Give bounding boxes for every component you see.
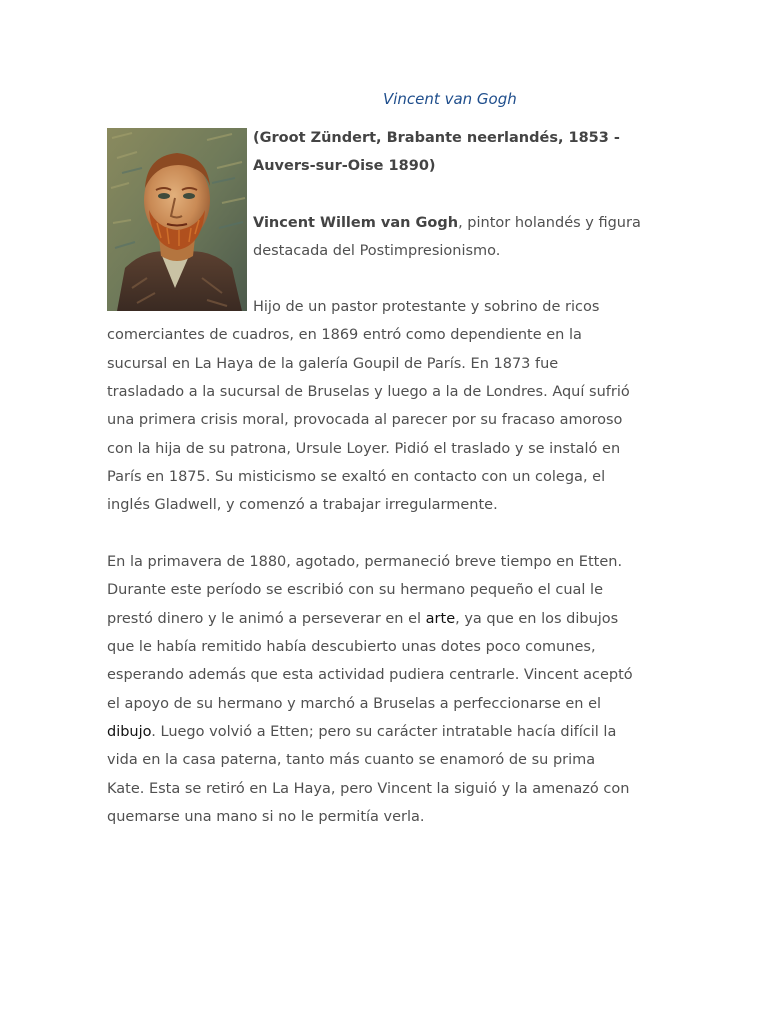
para1-line: comerciantes de cuadros, en 1869 entró como dependiente en la xyxy=(107,327,582,343)
dibujo-link[interactable]: dibujo xyxy=(107,724,152,740)
para2-line: vida en la casa paterna, tanto más cuanto se enamoró de su prima xyxy=(107,752,596,768)
bio-line-2: Auvers-sur-Oise 1890) xyxy=(253,158,436,174)
intro-line-1 xyxy=(253,213,641,233)
portrait-image xyxy=(107,128,247,311)
intro-line-2: destacada del Postimpresionismo. xyxy=(253,243,501,259)
para2-line: esperando además que esta actividad pudiera centrarle. Vincent aceptó xyxy=(107,667,633,683)
para1-line: una primera crisis moral, provocada al parecer por su fracaso amoroso xyxy=(107,412,623,428)
para1-line: París en 1875. Su misticismo se exaltó en contacto con un colega, el xyxy=(107,469,606,485)
para2-line: Durante este período se escribió con su hermano pequeño el cual le xyxy=(107,582,604,598)
arte-link[interactable]: arte xyxy=(425,611,456,627)
para2-line: quemarse una mano si no le permitía verla. xyxy=(107,809,425,825)
para2-text: . Luego volvió a Etten; pero su carácter intratable hacía difícil la xyxy=(151,724,617,740)
intro-rest: , pintor holandés y figura xyxy=(458,215,641,231)
para2-line xyxy=(107,609,618,629)
page-title: Vincent van Gogh xyxy=(383,90,517,108)
para2-line: Kate. Esta se retiró en La Haya, pero Vincent la siguió y la amenazó con xyxy=(107,781,630,797)
artist-name: Vincent Willem van Gogh xyxy=(253,215,459,231)
bio-line-1: (Groot Zündert, Brabante neerlandés, 1853 - xyxy=(253,130,620,146)
para2-line xyxy=(107,722,616,742)
para2-line: En la primavera de 1880, agotado, permaneció breve tiempo en Etten. xyxy=(107,554,623,570)
para1-line: trasladado a la sucursal de Bruselas y luego a la de Londres. Aquí sufrió xyxy=(107,384,630,400)
para1-line: Hijo de un pastor protestante y sobrino de ricos xyxy=(253,299,600,315)
para1-line: inglés Gladwell, y comenzó a trabajar irregularmente. xyxy=(107,497,498,513)
para1-line: sucursal en La Haya de la galería Goupil de París. En 1873 fue xyxy=(107,356,559,372)
para2-line: que le había remitido había descubierto unas dotes poco comunes, xyxy=(107,639,596,655)
para2-line: el apoyo de su hermano y marchó a Bruselas a perfeccionarse en el xyxy=(107,696,602,712)
para2-text: prestó dinero y le animó a perseverar en el xyxy=(107,611,426,627)
para1-line: con la hija de su patrona, Ursule Loyer. Pidió el traslado y se instaló en xyxy=(107,441,621,457)
para2-text: , ya que en los dibujos xyxy=(455,611,619,627)
